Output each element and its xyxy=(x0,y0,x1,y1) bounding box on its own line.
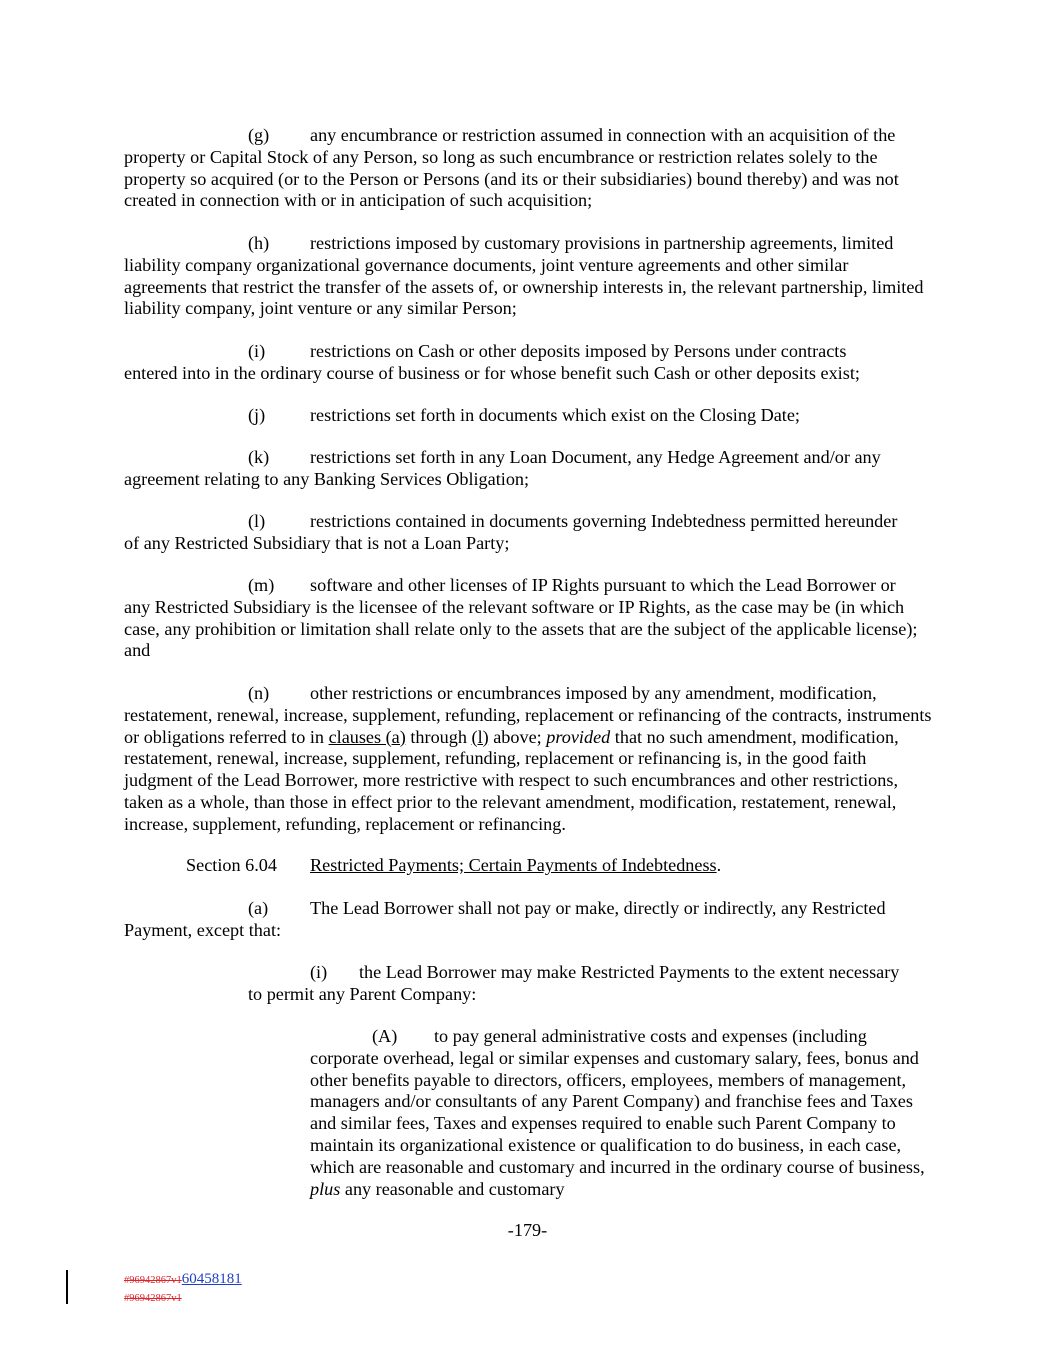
clause-text-cont: any reasonable and customary xyxy=(340,1178,565,1199)
section-title: Restricted Payments; Certain Payments of Indebtedness xyxy=(310,855,717,875)
clause-reference: (l) xyxy=(471,726,489,747)
clause-text-cont: Payment, except that: xyxy=(124,919,282,940)
deleted-doc-id-2: #96942867v1 xyxy=(124,1293,182,1304)
clause-label: (n) xyxy=(248,683,270,703)
clause-text: The Lead Borrower shall not pay or make, directly or indirectly, any Restricted xyxy=(310,898,886,918)
section-period: . xyxy=(716,855,722,875)
section-number: Section 6.04 xyxy=(186,855,277,875)
clause-text: restrictions contained in documents governing Indebtedness permitted hereunder xyxy=(310,511,898,531)
clause-j xyxy=(124,405,934,427)
clause-text-cont: through xyxy=(405,726,472,747)
clause-g xyxy=(124,125,934,212)
clause-h xyxy=(124,233,934,320)
clause-label: (j) xyxy=(248,405,266,425)
change-bar xyxy=(66,1270,68,1304)
subclause-A xyxy=(310,1026,940,1200)
page-number: -179- xyxy=(507,1220,548,1240)
clause-text: restrictions set forth in any Loan Document, any Hedge Agreement and/or any xyxy=(310,447,881,467)
clause-label: (h) xyxy=(248,233,270,253)
clause-text: restrictions set forth in documents which exist on the Closing Date; xyxy=(310,405,800,425)
clause-label: (g) xyxy=(248,125,270,145)
clause-text: restrictions imposed by customary provisions in partnership agreements, limited xyxy=(310,233,894,253)
clause-label: (i) xyxy=(310,962,328,982)
clause-text-cont: any Restricted Subsidiary is the licensee of the relevant software or IP Rights, as the case may be (in which case, any prohibition or limitation shall relate only to the assets that are the subject of the applicable license); and xyxy=(124,596,918,661)
footer-doc-id xyxy=(124,1271,242,1307)
clause-text-cont: restatement, renewal, increase, supplement, refunding, replacement or refinancing of the contracts, instruments or obligations referred to in xyxy=(124,704,932,747)
subclause-i xyxy=(248,962,938,1006)
clause-text: the Lead Borrower may make Restricted Payments to the extent necessary xyxy=(359,962,900,982)
clause-m xyxy=(124,575,934,662)
clause-label: (l) xyxy=(248,511,266,531)
deleted-doc-id: #96942867v1 xyxy=(124,1275,182,1286)
clause-i xyxy=(124,341,934,385)
clause-text-cont: liability company organizational governance documents, joint venture agreements and other similar agreements that restrict the transfer of the assets of, or ownership interests in, the relevant partnership, limited liability company, joint venture or any similar Person; xyxy=(124,254,924,319)
clause-reference: clauses (a) xyxy=(328,726,406,747)
clause-text: software and other licenses of IP Rights pursuant to which the Lead Borrower or xyxy=(310,575,896,595)
clause-label: (k) xyxy=(248,447,270,467)
clause-label: (a) xyxy=(248,898,269,918)
plus-term: plus xyxy=(310,1178,341,1199)
clause-label: (A) xyxy=(372,1026,398,1046)
clause-text: other restrictions or encumbrances imposed by any amendment, modification, xyxy=(310,683,877,703)
clause-text: any encumbrance or restriction assumed in connection with an acquisition of the xyxy=(310,125,896,145)
clause-text-cont: corporate overhead, legal or similar expenses and customary salary, fees, bonus and other benefits payable to directors, officers, employees, members of management, managers and/or consultants of any Parent Company) and franchise fees and Taxes and similar fees, Taxes and expenses required to enable such Parent Company to maintain its organizational existence or qualification to do business, in each case, which are reasonable and customary and incurred in the ordinary course of business, xyxy=(310,1047,925,1177)
clause-text-cont: that no such amendment, modification, restatement, renewal, increase, supplement, refunding, replacement or refinancing is, in the good faith judgment of the Lead Borrower, more restrictive with respect to such encumbrances and other restrictions, taken as a whole, than those in effect prior to the relevant amendment, modification, restatement, renewal, increase, supplement, refunding, replacement or refinancing. xyxy=(124,726,899,834)
clause-k xyxy=(124,447,934,491)
clause-text-cont: of any Restricted Subsidiary that is not a Loan Party; xyxy=(124,532,510,553)
section-heading xyxy=(186,855,721,877)
clause-label: (m) xyxy=(248,575,275,595)
clause-label: (i) xyxy=(248,341,266,361)
clause-text-cont: property or Capital Stock of any Person, so long as such encumbrance or restriction relates solely to the property so acquired (or to the Person or Persons (and its or their subsidiaries) bound thereby) and was not created in connection with or in anticipation of such acquisition; xyxy=(124,146,899,211)
clause-text-cont: entered into in the ordinary course of business or for whose benefit such Cash or other deposits exist; xyxy=(124,362,860,383)
clause-text-cont: to permit any Parent Company: xyxy=(248,983,477,1004)
provided-term: provided xyxy=(546,726,611,747)
clause-l xyxy=(124,511,934,555)
inserted-doc-id: 60458181 xyxy=(181,1271,242,1287)
clause-text-cont: above; xyxy=(488,726,547,747)
subsection-a xyxy=(124,898,934,942)
clause-text-cont: agreement relating to any Banking Services Obligation; xyxy=(124,468,530,489)
clause-text: to pay general administrative costs and expenses (including xyxy=(434,1026,867,1046)
clause-text: restrictions on Cash or other deposits imposed by Persons under contracts xyxy=(310,341,847,361)
clause-n xyxy=(124,683,934,836)
